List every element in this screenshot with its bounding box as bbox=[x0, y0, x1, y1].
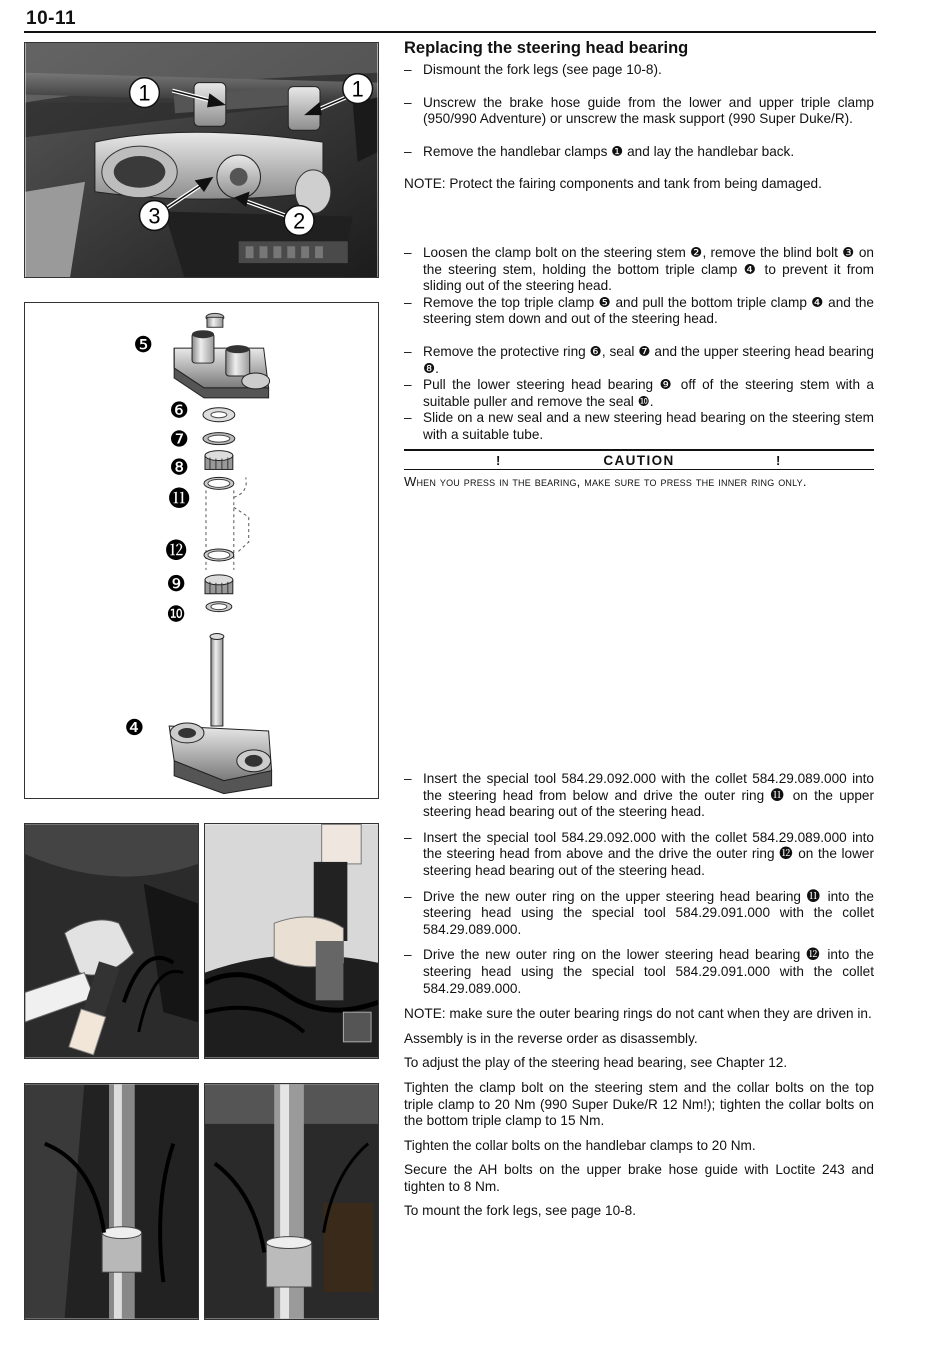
para-tighten-clamp: Tighten the clamp bolt on the steering stem and the collar bolts on the top triple clamp to 20 Nm (990 Super Duke/R 12 Nm!); tighten the collar bolts on the bottom triple clamp to 15 Nm. bbox=[404, 1079, 874, 1129]
diagram-callout-5: ❺ bbox=[133, 333, 154, 359]
step-drive-lower-ring: – Drive the new outer ring on the lower steering head bearing ⓬ into the steering head using the special tool 584.29.091.000 with the collet 584.29.089.000. bbox=[404, 947, 874, 997]
photo1-callout-1a: 1 bbox=[138, 80, 151, 106]
photo1-callout-1b: 1 bbox=[351, 76, 364, 102]
photo-driving-out-upper bbox=[204, 823, 379, 1059]
steps-middle bbox=[404, 245, 874, 490]
caution-banner bbox=[404, 449, 874, 470]
step-remove-top-clamp: – Remove the top triple clamp ❺ and pull the bottom triple clamp ❹ and the steering stem down and out of the steering head. bbox=[404, 295, 874, 328]
step-slide-new-seal: – Slide on a new seal and a new steering head bearing on the steering stem with a suitable tube. bbox=[404, 410, 874, 443]
diagram-callout-7: ❼ bbox=[169, 427, 189, 453]
step-remove-handlebar-clamps: – Remove the handlebar clamps ❶ and lay the handlebar back. bbox=[404, 144, 874, 161]
steps-top bbox=[404, 62, 874, 193]
note-fairing: NOTE: Protect the fairing components and tank from being damaged. bbox=[404, 176, 822, 192]
step-insert-tool-above: – Insert the special tool 584.29.092.000 with the collet 584.29.089.000 into the steering head from above and the drive the outer ring ⓬ on the lower steering head bearing out of the steering head. bbox=[404, 830, 874, 880]
photo-new-ring-lower bbox=[205, 1084, 378, 1319]
diagram-callout-4: ❹ bbox=[124, 715, 145, 741]
photo1-callout-2: 2 bbox=[293, 208, 306, 234]
step-pull-lower-bearing: – Pull the lower steering head bearing ❾ off of the steering stem with a suitable puller and remove the seal ❿. bbox=[404, 377, 874, 410]
photo-driving-in-lower bbox=[204, 1083, 379, 1320]
para-secure-ah-bolts: Secure the AH bolts on the upper brake hose guide with Loctite 243 and tighten to 8 Nm. bbox=[404, 1162, 874, 1194]
note-outer-rings: NOTE: make sure the outer bearing rings do not cant when they are driven in. bbox=[404, 1006, 872, 1022]
para-adjust-play: To adjust the play of the steering head bearing, see Chapter 12. bbox=[404, 1055, 788, 1071]
para-mount-fork: To mount the fork legs, see page 10-8. bbox=[404, 1203, 636, 1219]
section-heading: Replacing the steering head bearing bbox=[404, 39, 689, 57]
step-drive-upper-ring: – Drive the new outer ring on the upper steering head bearing ⓫ into the steering head using the special tool 584.29.091.000 with the collet 584.29.089.000. bbox=[404, 889, 874, 939]
diagram-callout-6: ❻ bbox=[169, 398, 189, 424]
caution-mark-left: ! bbox=[496, 452, 501, 468]
para-assembly: Assembly is in the reverse order as disassembly. bbox=[404, 1030, 698, 1046]
diagram-callout-9: ❾ bbox=[166, 571, 186, 597]
step-insert-tool-below: – Insert the special tool 584.29.092.000 with the collet 584.29.089.000 into the steering head from below and drive the outer ring ⓫ on the upper steering head bearing out of the steering head. bbox=[404, 771, 874, 821]
photo-tool-from-below bbox=[25, 824, 198, 1058]
caution-mark-right: ! bbox=[776, 452, 781, 468]
diagram-callout-12: ⓬ bbox=[165, 538, 188, 564]
step-unscrew-brake-guide: – Unscrew the brake hose guide from the lower and upper triple clamp (950/990 Adventure) or unscrew the mask support (990 Super Duke/R). bbox=[404, 95, 874, 128]
step-remove-protective-ring: – Remove the protective ring ❻, seal ❼ and the upper steering head bearing ❽. bbox=[404, 344, 874, 377]
step-loosen-clamp-bolt: – Loosen the clamp bolt on the steering stem ❷, remove the blind bolt ❸ on the steering stem, holding the bottom triple clamp ❹ to prevent it from sliding out of the steering head. bbox=[404, 245, 874, 295]
steps-lower bbox=[404, 771, 874, 1228]
diagram-callout-11: ⓫ bbox=[168, 487, 191, 513]
photo-triple-clamp-illustration bbox=[25, 43, 378, 277]
diagram-callout-8: ❽ bbox=[169, 455, 189, 481]
step-dismount-fork: – Dismount the fork legs (see page 10-8). bbox=[404, 62, 874, 79]
photo-tool-from-above bbox=[205, 824, 378, 1058]
exploded-diagram bbox=[24, 302, 379, 799]
header-rule bbox=[24, 31, 876, 33]
diagram-callout-10: ❿ bbox=[166, 602, 186, 628]
photo-new-ring-upper bbox=[25, 1084, 198, 1319]
photo1-callout-3: 3 bbox=[148, 203, 161, 229]
page-number: 10-11 bbox=[26, 8, 77, 29]
photo-triple-clamp bbox=[24, 42, 379, 278]
photo-driving-out-lower bbox=[24, 823, 199, 1059]
exploded-diagram-illustration bbox=[25, 303, 378, 798]
caution-text: When you press in the bearing, make sure to press the inner ring only. bbox=[404, 473, 807, 489]
caution-label: CAUTION bbox=[603, 452, 675, 468]
para-tighten-collar: Tighten the collar bolts on the handlebar clamps to 20 Nm. bbox=[404, 1137, 756, 1153]
photo-driving-in-upper bbox=[24, 1083, 199, 1320]
